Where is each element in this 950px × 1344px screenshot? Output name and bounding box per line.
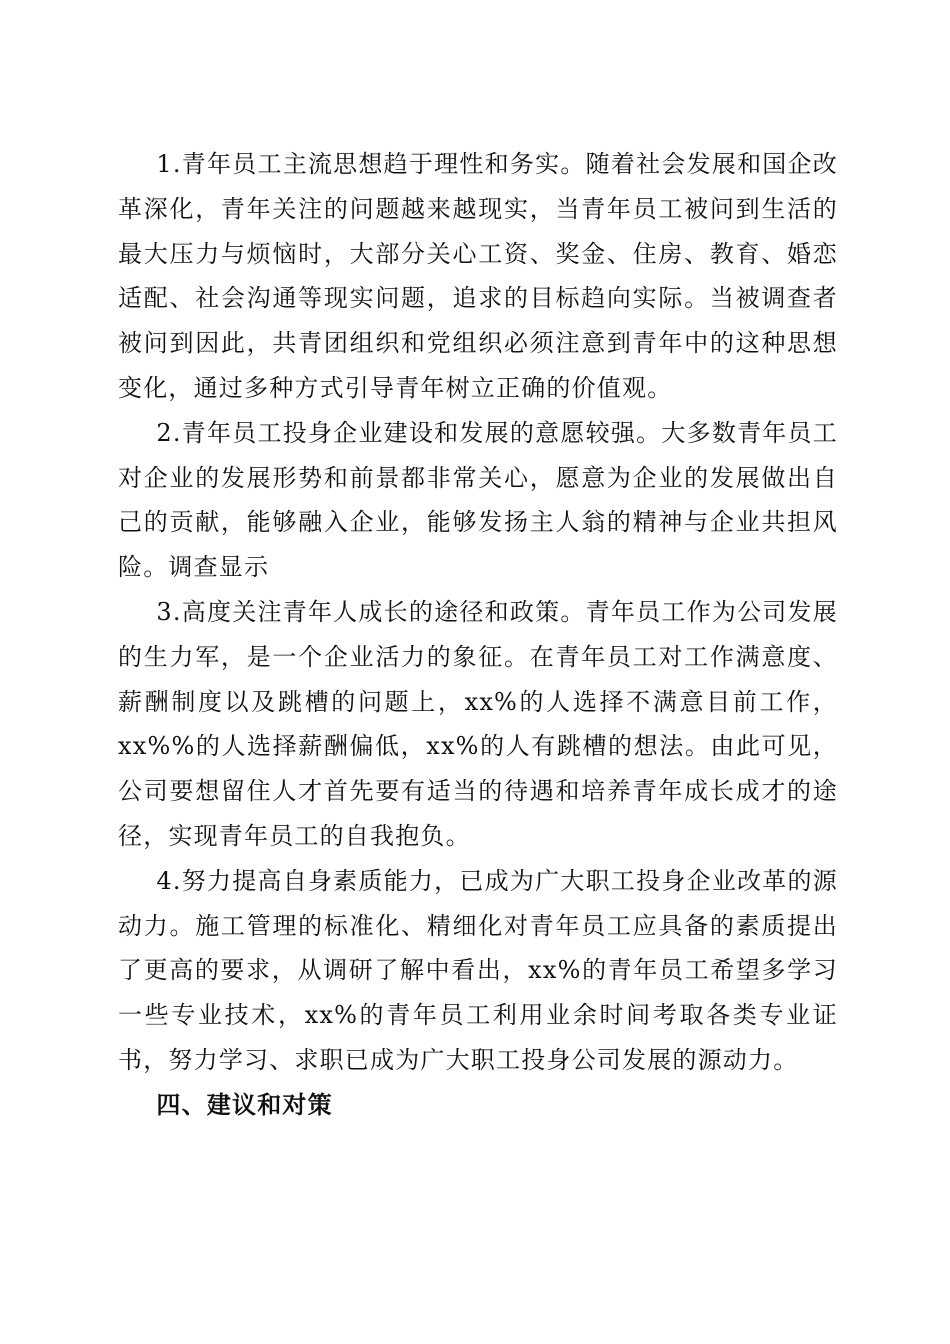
paragraph-1: 1.青年员工主流思想趋于理性和务实。随着社会发展和国企改革深化，青年关注的问题越来越现实，当青年员工被问到生活的最大压力与烦恼时，大部分关心工资、奖金、住房、教育、婚恋适配、社会沟通等现实问题，追求的目标趋向实际。当被调查者被问到因此，共青团组织和党组织必须注意到青年中的这种思想变化，通过多种方式引导青年树立正确的价值观。 [118, 150, 838, 402]
paragraph-4: 4.努力提高自身素质能力，已成为广大职工投身企业改革的源动力。施工管理的标准化、精细化对青年员工应具备的素质提出了更高的要求，从调研了解中看出，xx%的青年员工希望多学习一些专业技术，xx%的青年员工利用业余时间考取各类专业证书，努力学习、求职已成为广大职工投身公司发展的源动力。 [118, 866, 838, 1074]
section-heading: 四、建议和对策 [156, 1090, 333, 1119]
paragraph-2: 2.青年员工投身企业建设和发展的意愿较强。大多数青年员工对企业的发展形势和前景都非常关心，愿意为企业的发展做出自己的贡献，能够融入企业，能够发扬主人翁的精神与企业共担风险。调查显示 [118, 418, 838, 582]
paragraph-3: 3.高度关注青年人成长的途径和政策。青年员工作为公司发展的生力军，是一个企业活力的象征。在青年员工对工作满意度、薪酬制度以及跳槽的问题上，xx%的人选择不满意目前工作，xx%%的人选择薪酬偏低，xx%的人有跳槽的想法。由此可见，公司要想留住人才首先要有适当的待遇和培养青年成长成才的途径，实现青年员工的自我抱负。 [118, 597, 838, 850]
document-body [118, 142, 838, 1128]
